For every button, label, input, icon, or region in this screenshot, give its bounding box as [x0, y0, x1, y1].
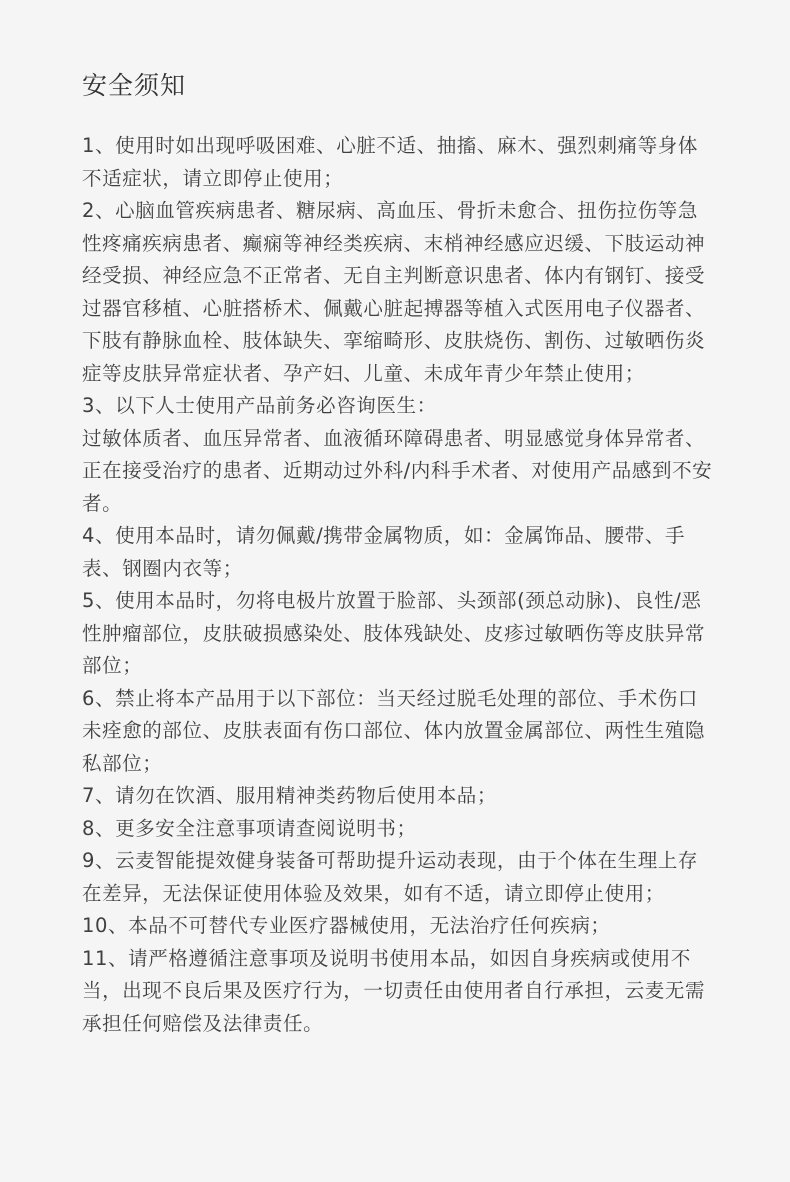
notice-item-9: 9、云麦智能提效健身装备可帮助提升运动表现，由于个体在生理上存在差异，无法保证使用体验及效果，如有不适，请立即停止使用； [82, 849, 699, 905]
notice-item-3-detail: 过敏体质者、血压异常者、血液循环障碍患者、明显感觉身体异常者、正在接受治疗的患者、近期动过外科/内科手术者、对使用产品感到不安者。 [82, 426, 713, 515]
notice-item-11: 11、请严格遵循注意事项及说明书使用本品，如因自身疾病或使用不当，出现不良后果及医疗行为，一切责任由使用者自行承担，云麦无需承担任何赔偿及法律责任。 [82, 946, 706, 1035]
notice-item-6: 6、禁止将本产品用于以下部位：当天经过脱毛处理的部位、手术伤口未痊愈的部位、皮肤表面有伤口部位、体内放置金属部位、两性生殖隐私部位； [82, 686, 706, 775]
notice-item-2: 2、心脑血管疾病患者、糖尿病、高血压、骨折未愈合、扭伤拉伤等急性疼痛疾病患者、癫痫等神经类疾病、末梢神经感应迟缓、下肢运动神经受损、神经应急不正常者、无自主判断意识患者、体内有钢钉、接受过器官移植、心脏搭桥术、佩戴心脏起搏器等植入式医用电子仪器者、下肢有静脉血栓、肢体缺失、挛缩畸形、皮肤烧伤、割伤、过敏晒伤炎症等皮肤异常症状者、孕产妇、儿童、未成年青少年禁止使用； [82, 199, 706, 385]
notice-list [82, 130, 718, 1040]
notice-item-5: 5、使用本品时，勿将电极片放置于脸部、头颈部(颈总动脉)、良性/恶性肿瘤部位，皮肤破损感染处、肢体残缺处、皮疹过敏晒伤等皮肤异常部位； [82, 589, 706, 677]
notice-item-1: 1、使用时如出现呼吸困难、心脏不适、抽搐、麻木、强烈刺痛等身体不适症状，请立即停止使用； [82, 134, 699, 190]
notice-item-10: 10、本品不可替代专业医疗器械使用，无法治疗任何疾病； [82, 914, 611, 937]
page-title: 安全须知 [82, 71, 187, 100]
notice-item-3: 3、以下人士使用产品前务必咨询医生： [82, 394, 437, 417]
notice-item-7: 7、请勿在饮酒、服用精神类药物后使用本品； [82, 784, 498, 807]
notice-item-4: 4、使用本品时，请勿佩戴/携带金属物质，如：金属饰品、腰带、手表、钢圈内衣等； [82, 524, 686, 580]
notice-item-8: 8、更多安全注意事项请查阅说明书； [82, 816, 417, 840]
